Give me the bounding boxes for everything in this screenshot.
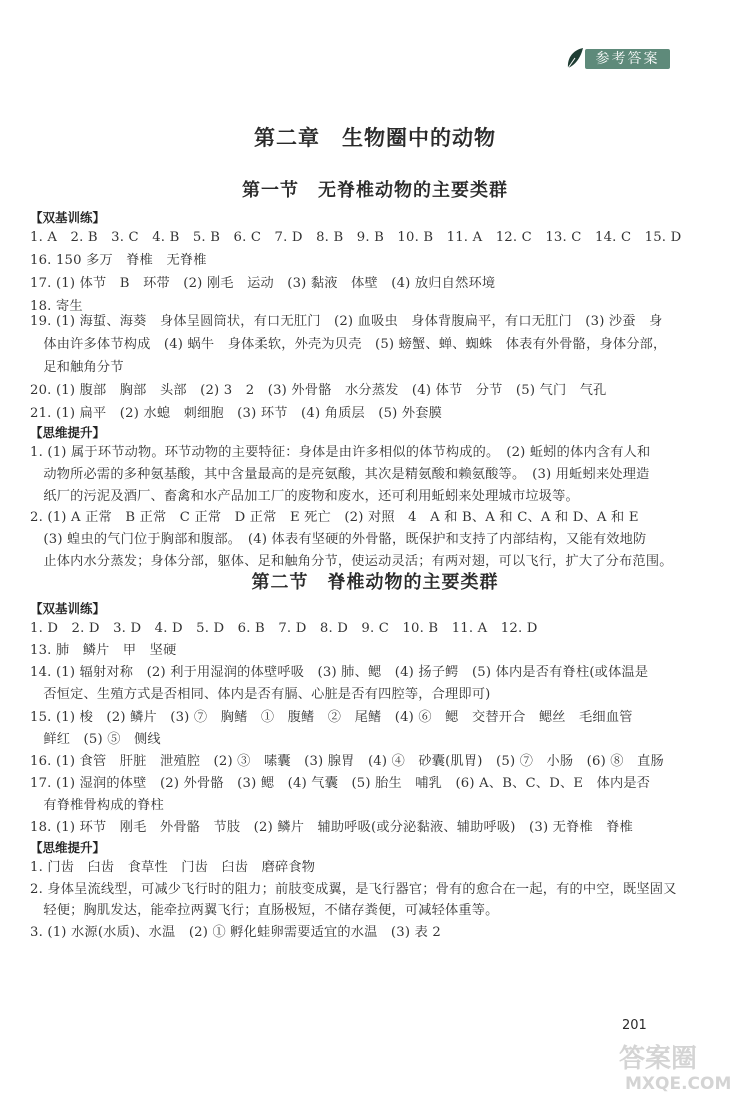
answer-line: 18. 寄生 — [30, 299, 83, 314]
thinking-tag-2: 【思维提升】 — [30, 840, 106, 855]
answer-line: 2. (1) A 正常 B 正常 C 正常 D 正常 E 死亡 (2) 对照 4 A 和 B、A 和 C、A 和 D、A 和 E — [30, 510, 639, 525]
answer-badge-label: 参考答案 — [585, 49, 670, 69]
answer-line: 鲜红 (5) ⑤ 侧线 — [30, 732, 161, 747]
answer-line: 轻便；胸肌发达，能牵拉两翼飞行；直肠极短，不储存粪便，可减轻体重等。 — [30, 903, 499, 918]
answer-line: 18. (1) 环节 刚毛 外骨骼 节肢 (2) 鳞片 辅助呼吸(或分泌黏液、辅助呼吸) (3) 无脊椎 脊椎 — [30, 820, 634, 835]
answer-line: 1. 门齿 臼齿 食草性 门齿 臼齿 磨碎食物 — [30, 860, 316, 875]
answer-line: 13. 肺 鳞片 甲 坚硬 — [30, 643, 177, 658]
basic-training-tag-1: 【双基训练】 — [30, 210, 106, 225]
answer-line: 3. (1) 水源(水质)、水温 (2) ① 孵化蛙卵需要适宜的水温 (3) 表 2 — [30, 925, 441, 940]
page-number: 201 — [622, 1018, 647, 1033]
answer-line: 否恒定、生殖方式是否相同、体内是否有膈、心脏是否有四腔等，合理即可) — [30, 687, 491, 702]
answer-line: 1. A 2. B 3. C 4. B 5. B 6. C 7. D 8. B 9. B 10. B 11. A 12. C 13. C 14. C 15. D — [30, 230, 682, 245]
answer-line: 17. (1) 体节 B 环带 (2) 刚毛 运动 (3) 黏液 体壁 (4) 放归自然环境 — [30, 276, 496, 291]
answer-line: 16. (1) 食管 肝脏 泄殖腔 (2) ③ 嗉囊 (3) 腺胃 (4) ④ 砂囊(肌胃) (5) ⑦ 小肠 (6) ⑧ 直肠 — [30, 754, 664, 769]
watermark-line1: 答案圈 — [619, 1044, 698, 1074]
answer-line: 有脊椎骨构成的脊柱 — [30, 798, 164, 813]
answer-line: 1. D 2. D 3. D 4. D 5. D 6. B 7. D 8. D 9. C 10. B 11. A 12. D — [30, 621, 538, 636]
answer-line: 14. (1) 辐射对称 (2) 利于用湿润的体壁呼吸 (3) 肺、鳃 (4) 扬子鳄 (5) 体内是否有脊柱(或体温是 — [30, 665, 649, 680]
basic-training-tag-2: 【双基训练】 — [30, 601, 106, 616]
watermark-logo — [615, 1035, 740, 1095]
answer-line: 足和触角分节 — [30, 360, 124, 375]
answer-badge — [565, 46, 670, 72]
watermark-line2: MXQE.COM — [625, 1074, 732, 1094]
answer-line: 15. (1) 梭 (2) 鳞片 (3) ⑦ 胸鳍 ① 腹鳍 ② 尾鳍 (4) ⑥ 鳃 交替开合 鳃丝 毛细血管 — [30, 710, 633, 725]
section-title-2: 第二节 脊椎动物的主要类群 — [251, 572, 499, 593]
answer-line: 16. 150 多万 脊椎 无脊椎 — [30, 253, 207, 268]
answer-line: 动物所必需的多种氨基酸，其中含量最高的是亮氨酸，其次是精氨酸和赖氨酸等。 (3) 用蚯蚓来处理造 — [30, 467, 650, 482]
chapter-title: 第二章 生物圈中的动物 — [254, 125, 496, 150]
answer-line: 1. (1) 属于环节动物。环节动物的主要特征：身体是由许多相似的体节构成的。 (2) 蚯蚓的体内含有人和 — [30, 445, 651, 460]
leaf-pen-icon — [565, 46, 587, 72]
answer-line: (3) 蝗虫的气门位于胸部和腹部。 (4) 体表有坚硬的外骨骼，既保护和支持了内部结构，又能有效地防 — [30, 532, 647, 547]
section-title-1: 第一节 无脊椎动物的主要类群 — [242, 180, 508, 201]
answer-line: 19. (1) 海蜇、海葵 身体呈圆筒状，有口无肛门 (2) 血吸虫 身体背腹扁平，有口无肛门 (3) 沙蚕 身 — [30, 314, 663, 329]
answer-line: 20. (1) 腹部 胸部 头部 (2) 3 2 (3) 外骨骼 水分蒸发 (4) 体节 分节 (5) 气门 气孔 — [30, 383, 607, 398]
answer-line: 21. (1) 扁平 (2) 水螅 刺细胞 (3) 环节 (4) 角质层 (5) 外套膜 — [30, 406, 443, 421]
answer-line: 2. 身体呈流线型，可减少飞行时的阻力；前肢变成翼，是飞行器官；骨有的愈合在一起，有的中空，既坚固又 — [30, 882, 677, 897]
answer-line: 纸厂的污泥及酒厂、畜禽和水产品加工厂的废物和废水，还可利用蚯蚓来处理城市垃圾等。 — [30, 489, 579, 504]
answer-line: 止体内水分蒸发；身体分部，躯体、足和触角分节，使运动灵活；有两对翅，可以飞行，扩大了分布范围。 — [30, 554, 673, 569]
thinking-tag-1: 【思维提升】 — [30, 425, 106, 440]
answer-line: 体由许多体节构成 (4) 蜗牛 身体柔软，外壳为贝壳 (5) 螃蟹、蝉、蜘蛛 体表有外骨骼，身体分部， — [30, 337, 667, 352]
answer-line: 17. (1) 湿润的体壁 (2) 外骨骼 (3) 鳃 (4) 气囊 (5) 胎生 哺乳 (6) A、B、C、D、E 体内是否 — [30, 776, 651, 791]
